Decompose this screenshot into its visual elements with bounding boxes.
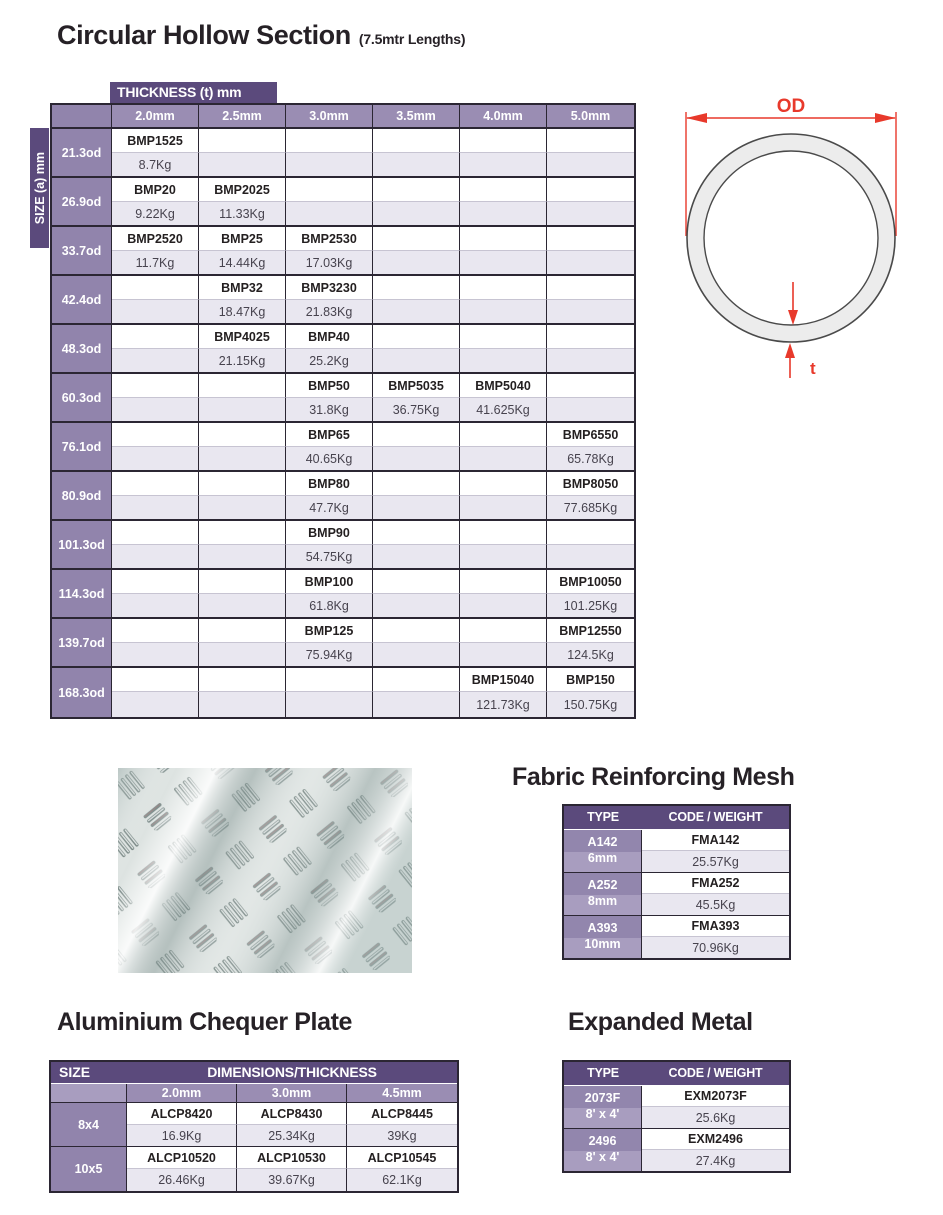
chs-code-cell: BMP2520	[112, 227, 199, 251]
chs-weight-cell	[199, 594, 286, 619]
chs-weight-cell	[460, 545, 547, 570]
chs-weight-cell	[373, 594, 460, 619]
chs-weight-cell	[547, 349, 634, 374]
chs-weight-cell: 75.94Kg	[286, 643, 373, 668]
chs-size-cell: 114.3od	[52, 570, 112, 619]
chs-code-cell	[373, 423, 460, 447]
chs-code-cell	[112, 325, 199, 349]
chs-code-cell	[460, 472, 547, 496]
chs-code-cell: BMP90	[286, 521, 373, 545]
chequer-size-cell: 10x5	[51, 1147, 127, 1191]
chs-code-cell	[373, 570, 460, 594]
chequer-column-header: 2.0mm	[127, 1084, 237, 1103]
chs-weight-cell	[199, 545, 286, 570]
chs-code-cell	[199, 570, 286, 594]
chs-weight-cell	[112, 496, 199, 521]
chequer-corner-cell	[51, 1084, 127, 1103]
chs-code-cell	[373, 178, 460, 202]
chs-weight-cell: 11.33Kg	[199, 202, 286, 227]
chs-size-cell: 48.3od	[52, 325, 112, 374]
chequer-code-cell: ALCP10520	[127, 1147, 237, 1169]
chs-code-cell	[286, 178, 373, 202]
chs-code-cell	[460, 276, 547, 300]
mesh-type-line1: A142	[587, 835, 618, 850]
mesh-type-line2: 6mm	[587, 851, 618, 865]
chequer-weight-cell: 26.46Kg	[127, 1169, 237, 1191]
chs-weight-cell	[112, 594, 199, 619]
chs-weight-cell	[373, 202, 460, 227]
chs-weight-cell	[112, 643, 199, 668]
chs-code-cell	[373, 325, 460, 349]
chs-code-cell: BMP25	[199, 227, 286, 251]
chequer-code-cell: ALCP8420	[127, 1103, 237, 1125]
chequer-size-cell: 8x4	[51, 1103, 127, 1147]
expanded-type-line2: 8' x 4'	[585, 1150, 620, 1164]
chequer-size-header: SIZE	[59, 1064, 91, 1080]
chequer-code-cell: ALCP8430	[237, 1103, 347, 1125]
chs-weight-cell: 9.22Kg	[112, 202, 199, 227]
chs-code-cell: BMP20	[112, 178, 199, 202]
mesh-table-header	[564, 806, 789, 830]
mesh-code-cell: FMA393	[642, 916, 789, 937]
chs-code-cell: BMP10050	[547, 570, 634, 594]
chs-weight-cell: 18.47Kg	[199, 300, 286, 325]
chs-code-cell	[547, 325, 634, 349]
chs-weight-cell	[547, 251, 634, 276]
chs-size-cell: 80.9od	[52, 472, 112, 521]
chs-column-header: 5.0mm	[547, 105, 634, 129]
chequer-table-header	[51, 1062, 457, 1084]
mesh-table	[562, 804, 791, 960]
chs-size-cell: 33.7od	[52, 227, 112, 276]
chs-weight-cell: 25.2Kg	[286, 349, 373, 374]
chs-code-cell	[547, 129, 634, 153]
chequer-table-grid	[51, 1084, 457, 1191]
chs-code-cell	[199, 472, 286, 496]
chs-code-cell	[460, 129, 547, 153]
chs-weight-cell: 121.73Kg	[460, 692, 547, 717]
chs-weight-cell: 150.75Kg	[547, 692, 634, 717]
chs-column-header: 2.5mm	[199, 105, 286, 129]
chs-weight-cell	[199, 398, 286, 423]
chs-code-cell	[547, 178, 634, 202]
chs-weight-cell	[460, 349, 547, 374]
chs-weight-cell	[373, 447, 460, 472]
chs-code-cell: BMP5035	[373, 374, 460, 398]
chs-code-cell	[112, 619, 199, 643]
chs-code-cell	[373, 227, 460, 251]
mesh-weight-cell: 45.5Kg	[642, 894, 789, 915]
chs-weight-cell	[199, 496, 286, 521]
chs-weight-cell: 31.8Kg	[286, 398, 373, 423]
mesh-type-cell	[564, 916, 642, 958]
size-axis-label: SIZE (a) mm	[32, 151, 47, 225]
chs-code-cell: BMP150	[547, 668, 634, 692]
chs-code-cell	[373, 276, 460, 300]
chs-weight-cell	[460, 153, 547, 178]
chs-size-cell: 76.1od	[52, 423, 112, 472]
chs-weight-cell	[112, 447, 199, 472]
expanded-section-title: Expanded Metal	[568, 1008, 753, 1036]
page-subtitle: (7.5mtr Lengths)	[358, 31, 466, 47]
chs-code-cell	[547, 227, 634, 251]
chs-weight-cell	[547, 153, 634, 178]
chs-code-cell	[112, 472, 199, 496]
chs-code-cell: BMP6550	[547, 423, 634, 447]
mesh-type-cell	[564, 830, 642, 872]
expanded-code-cell: EXM2073F	[642, 1086, 789, 1107]
thickness-header-bar: THICKNESS (t) mm	[110, 82, 277, 103]
pipe-section-diagram	[658, 82, 943, 394]
chs-code-cell: BMP4025	[199, 325, 286, 349]
page-title	[57, 20, 465, 51]
chs-code-cell: BMP100	[286, 570, 373, 594]
chs-code-cell	[199, 129, 286, 153]
chs-weight-cell	[460, 496, 547, 521]
chs-weight-cell	[460, 300, 547, 325]
chs-code-cell	[460, 521, 547, 545]
mesh-weight-cell: 70.96Kg	[642, 937, 789, 958]
chequer-weight-cell: 39.67Kg	[237, 1169, 347, 1191]
chs-code-cell	[373, 472, 460, 496]
chs-weight-cell: 21.15Kg	[199, 349, 286, 374]
chs-size-cell: 26.9od	[52, 178, 112, 227]
chs-code-cell: BMP65	[286, 423, 373, 447]
chs-weight-cell: 61.8Kg	[286, 594, 373, 619]
chs-code-cell: BMP12550	[547, 619, 634, 643]
chs-weight-cell	[547, 300, 634, 325]
mesh-type-line1: A393	[587, 921, 618, 936]
expanded-type-line1: 2073F	[584, 1091, 621, 1106]
chs-column-header: 4.0mm	[460, 105, 547, 129]
expanded-row	[564, 1128, 789, 1171]
chs-weight-cell	[373, 643, 460, 668]
chs-weight-cell	[199, 153, 286, 178]
chequer-texture	[118, 768, 412, 973]
chs-weight-cell	[286, 692, 373, 717]
chs-weight-cell	[373, 496, 460, 521]
chs-code-cell: BMP1525	[112, 129, 199, 153]
mesh-table-body	[564, 830, 789, 958]
chs-weight-cell	[547, 202, 634, 227]
chs-weight-cell: 101.25Kg	[547, 594, 634, 619]
chs-weight-cell: 65.78Kg	[547, 447, 634, 472]
mesh-type-header: TYPE	[587, 810, 619, 824]
chs-weight-cell	[112, 692, 199, 717]
expanded-code-cell: EXM2496	[642, 1129, 789, 1150]
chs-weight-cell: 47.7Kg	[286, 496, 373, 521]
chs-weight-cell	[112, 300, 199, 325]
od-dimension-label: OD	[776, 96, 806, 117]
chs-code-cell	[199, 374, 286, 398]
chs-weight-cell	[373, 692, 460, 717]
chs-weight-cell	[460, 447, 547, 472]
mesh-code-cell: FMA252	[642, 873, 789, 894]
chs-weight-cell	[112, 398, 199, 423]
chs-code-cell	[199, 423, 286, 447]
chs-size-cell: 42.4od	[52, 276, 112, 325]
chequer-weight-cell: 39Kg	[347, 1125, 457, 1147]
chs-size-cell: 139.7od	[52, 619, 112, 668]
chs-code-cell: BMP8050	[547, 472, 634, 496]
chs-weight-cell	[373, 300, 460, 325]
chequer-weight-cell: 62.1Kg	[347, 1169, 457, 1191]
chs-code-cell: BMP32	[199, 276, 286, 300]
chs-weight-cell: 41.625Kg	[460, 398, 547, 423]
expanded-type-line2: 8' x 4'	[585, 1107, 620, 1121]
chs-weight-cell	[199, 447, 286, 472]
size-axis-bar	[30, 128, 49, 248]
chs-code-cell	[112, 668, 199, 692]
chs-size-cell: 60.3od	[52, 374, 112, 423]
mesh-weight-cell: 25.57Kg	[642, 851, 789, 872]
expanded-code-header: CODE / WEIGHT	[668, 1066, 763, 1080]
chs-size-cell: 21.3od	[52, 129, 112, 178]
expanded-weight-cell: 27.4Kg	[642, 1150, 789, 1171]
chs-weight-cell	[112, 545, 199, 570]
chs-code-cell	[373, 668, 460, 692]
chs-code-cell: BMP50	[286, 374, 373, 398]
chs-weight-cell	[460, 643, 547, 668]
chs-weight-cell	[199, 643, 286, 668]
mesh-type-cell	[564, 873, 642, 915]
chequer-table	[49, 1060, 459, 1193]
mesh-code-header: CODE / WEIGHT	[668, 810, 763, 824]
chs-code-cell	[112, 276, 199, 300]
chs-code-cell	[286, 129, 373, 153]
chs-code-cell: BMP2025	[199, 178, 286, 202]
chs-code-cell: BMP2530	[286, 227, 373, 251]
expanded-table	[562, 1060, 791, 1173]
chs-code-cell	[373, 619, 460, 643]
expanded-type-header: TYPE	[587, 1066, 619, 1080]
chs-code-cell	[460, 570, 547, 594]
chequer-plate-photo	[118, 768, 412, 973]
mesh-section-title: Fabric Reinforcing Mesh	[512, 763, 795, 791]
chs-weight-cell	[199, 692, 286, 717]
chs-code-cell	[373, 521, 460, 545]
chequer-code-cell: ALCP10530	[237, 1147, 347, 1169]
chequer-weight-cell: 25.34Kg	[237, 1125, 347, 1147]
chs-weight-cell: 36.75Kg	[373, 398, 460, 423]
chs-code-cell	[112, 570, 199, 594]
expanded-table-body	[564, 1086, 789, 1171]
chs-weight-cell: 54.75Kg	[286, 545, 373, 570]
chequer-code-cell: ALCP10545	[347, 1147, 457, 1169]
chs-weight-cell	[373, 545, 460, 570]
chs-weight-cell	[547, 398, 634, 423]
chs-weight-cell: 40.65Kg	[286, 447, 373, 472]
chs-code-cell	[460, 423, 547, 447]
chs-code-cell	[460, 227, 547, 251]
chequer-code-cell: ALCP8445	[347, 1103, 457, 1125]
page-title-text: Circular Hollow Section	[57, 20, 351, 50]
chs-weight-cell: 21.83Kg	[286, 300, 373, 325]
mesh-type-line2: 8mm	[587, 894, 618, 908]
mesh-row	[564, 915, 789, 958]
mesh-code-cell: FMA142	[642, 830, 789, 851]
chs-code-cell: BMP3230	[286, 276, 373, 300]
chs-column-header: 3.0mm	[286, 105, 373, 129]
chs-code-cell	[286, 668, 373, 692]
chs-weight-cell: 14.44Kg	[199, 251, 286, 276]
chs-weight-cell	[460, 594, 547, 619]
expanded-row	[564, 1086, 789, 1128]
chs-column-header: 3.5mm	[373, 105, 460, 129]
chequer-column-header: 3.0mm	[237, 1084, 347, 1103]
chequer-column-header: 4.5mm	[347, 1084, 457, 1103]
chs-weight-cell: 77.685Kg	[547, 496, 634, 521]
chs-weight-cell: 8.7Kg	[112, 153, 199, 178]
t-dimension-label: t	[810, 359, 816, 378]
chs-weight-cell	[547, 545, 634, 570]
chs-code-cell	[547, 374, 634, 398]
chequer-dims-header: DIMENSIONS/THICKNESS	[207, 1064, 377, 1080]
chs-code-cell	[373, 129, 460, 153]
chs-code-cell: BMP5040	[460, 374, 547, 398]
chs-weight-cell	[112, 349, 199, 374]
chs-weight-cell	[460, 202, 547, 227]
mesh-type-line2: 10mm	[584, 937, 621, 951]
mesh-type-line1: A252	[587, 878, 618, 893]
chs-code-cell	[460, 178, 547, 202]
chs-code-cell	[547, 276, 634, 300]
chs-code-cell	[199, 619, 286, 643]
chs-weight-cell: 11.7Kg	[112, 251, 199, 276]
chs-code-cell	[199, 521, 286, 545]
mesh-row	[564, 830, 789, 872]
chs-column-header: 2.0mm	[112, 105, 199, 129]
chs-weight-cell	[373, 251, 460, 276]
chs-weight-cell: 124.5Kg	[547, 643, 634, 668]
expanded-weight-cell: 25.6Kg	[642, 1107, 789, 1128]
chs-weight-cell	[286, 202, 373, 227]
chequer-section-title: Aluminium Chequer Plate	[57, 1008, 353, 1036]
chs-table	[50, 103, 636, 719]
chs-code-cell	[547, 521, 634, 545]
chs-code-cell: BMP125	[286, 619, 373, 643]
chs-code-cell	[112, 521, 199, 545]
chs-code-cell	[112, 374, 199, 398]
mesh-row	[564, 872, 789, 915]
chs-code-cell: BMP15040	[460, 668, 547, 692]
chs-weight-cell	[460, 251, 547, 276]
chs-code-cell	[460, 325, 547, 349]
chs-size-cell: 168.3od	[52, 668, 112, 717]
expanded-type-cell	[564, 1086, 642, 1128]
chs-weight-cell	[286, 153, 373, 178]
chs-size-cell: 101.3od	[52, 521, 112, 570]
expanded-table-header	[564, 1062, 789, 1086]
chs-code-cell: BMP80	[286, 472, 373, 496]
chs-code-cell	[460, 619, 547, 643]
chequer-weight-cell: 16.9Kg	[127, 1125, 237, 1147]
chs-code-cell: BMP40	[286, 325, 373, 349]
chs-weight-cell: 17.03Kg	[286, 251, 373, 276]
chs-weight-cell	[373, 153, 460, 178]
chs-code-cell	[199, 668, 286, 692]
expanded-type-line1: 2496	[588, 1134, 617, 1149]
chs-weight-cell	[373, 349, 460, 374]
chs-code-cell	[112, 423, 199, 447]
expanded-type-cell	[564, 1129, 642, 1171]
chs-corner-cell	[52, 105, 112, 129]
